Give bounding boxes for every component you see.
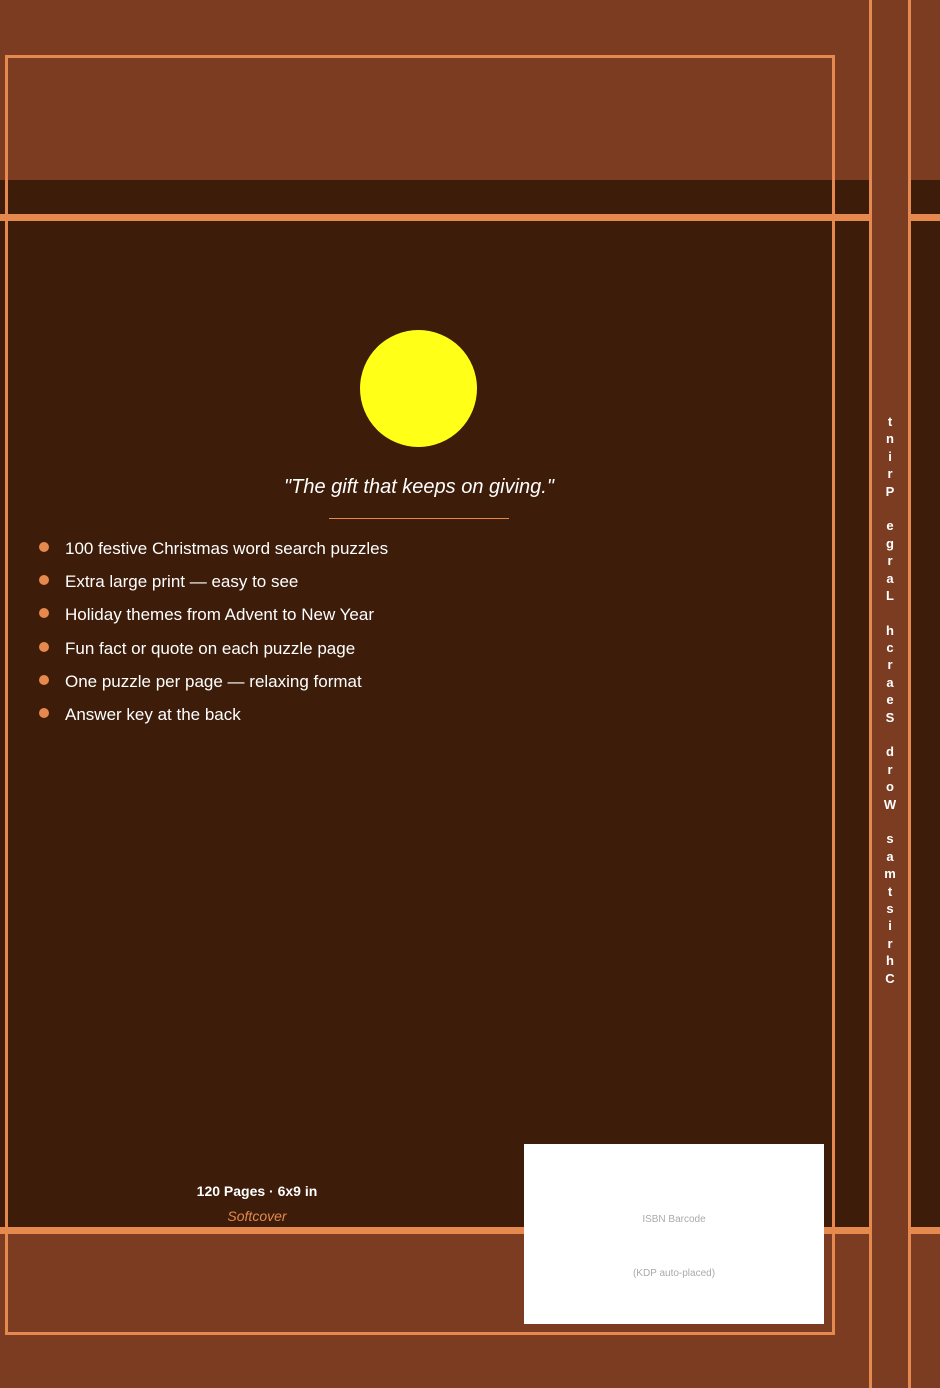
- bullet-dot-icon: [39, 675, 49, 685]
- feature-item: [38, 603, 388, 636]
- spine-letter: i: [888, 448, 892, 464]
- spine-letter: t: [887, 414, 893, 429]
- spine-letter: n: [886, 431, 894, 447]
- spine-title: [872, 413, 908, 987]
- spine-letter: o: [886, 779, 894, 795]
- spine-letter: r: [887, 657, 893, 673]
- feature-item: [38, 703, 388, 736]
- feature-item: [38, 670, 388, 703]
- spine-letter: c: [886, 640, 894, 656]
- spine-letter: e: [886, 692, 894, 708]
- spine-letter: a: [886, 848, 894, 864]
- spine: [869, 0, 911, 1388]
- spine-letter: P: [885, 483, 895, 499]
- spine-letter: s: [886, 831, 894, 847]
- spine-letter: C: [885, 970, 895, 986]
- bullet-dot-icon: [39, 708, 49, 718]
- feature-text: Fun fact or quote on each puzzle page: [65, 638, 356, 658]
- page-count-and-size: 120 Pages · 6x9 in: [196, 1183, 318, 1199]
- feature-item: [38, 537, 388, 570]
- feature-text: One puzzle per page — relaxing format: [65, 671, 362, 691]
- spine-letter: S: [885, 709, 895, 725]
- feature-list: [38, 537, 388, 736]
- spine-letter: i: [888, 918, 892, 934]
- quote-divider: [329, 518, 509, 519]
- binding-type: Softcover: [227, 1208, 287, 1224]
- feature-text: Holiday themes from Advent to New Year: [65, 605, 374, 625]
- spine-letter: h: [886, 622, 894, 638]
- spine-letter: [872, 604, 908, 621]
- feature-item: [38, 570, 388, 603]
- spine-letter: d: [886, 744, 894, 760]
- spine-letter: a: [886, 570, 894, 586]
- barcode-note: (KDP auto-placed): [632, 1268, 716, 1279]
- spine-letter: a: [886, 674, 894, 690]
- tagline-quote: "The gift that keeps on giving.": [284, 476, 554, 498]
- spine-letter: r: [887, 761, 893, 777]
- spine-letter: [872, 500, 908, 517]
- spine-letter: [872, 726, 908, 743]
- barcode-label: ISBN Barcode: [642, 1214, 706, 1225]
- spine-letter: m: [884, 866, 896, 882]
- feature-text: 100 festive Christmas word search puzzles: [65, 539, 389, 558]
- spine-letter: [872, 813, 908, 830]
- feature-text: Answer key at the back: [65, 704, 241, 724]
- feature-text: Extra large print — easy to see: [65, 572, 299, 592]
- spine-letter: r: [887, 553, 893, 569]
- spine-letter: g: [886, 535, 894, 551]
- bullet-dot-icon: [39, 608, 49, 618]
- sun-circle-icon: [360, 330, 477, 447]
- bullet-dot-icon: [39, 642, 49, 652]
- spine-letter: r: [887, 935, 893, 951]
- feature-item: [38, 637, 388, 670]
- spine-letter: e: [886, 518, 894, 534]
- spine-letter: t: [887, 883, 893, 899]
- isbn-barcode-box: [524, 1144, 824, 1324]
- bullet-dot-icon: [39, 575, 49, 585]
- spine-letter: h: [886, 953, 894, 969]
- spine-letter: r: [887, 466, 893, 482]
- spine-letter: W: [883, 796, 897, 812]
- spine-letter: s: [886, 900, 894, 916]
- bullet-dot-icon: [39, 542, 49, 552]
- spine-letter: L: [886, 587, 894, 603]
